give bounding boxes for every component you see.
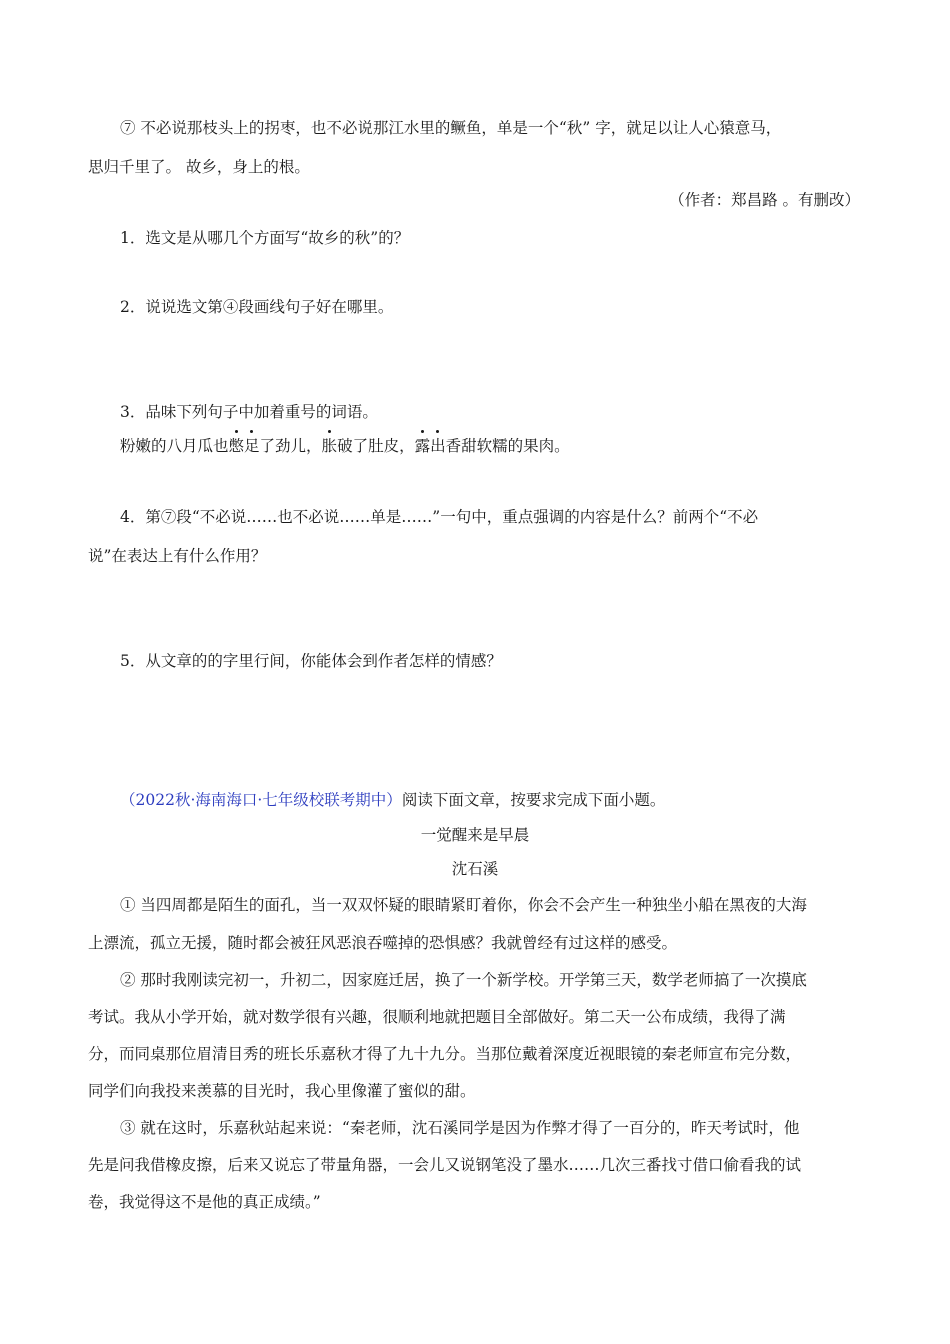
paragraph-line: ③ 就在这时，乐嘉秋站起来说：“秦老师，沈石溪同学是因为作弊才得了一百分的，昨天考试时，他 — [120, 1119, 800, 1137]
sentence-text: 破了肚皮， — [337, 437, 415, 455]
paragraph-line: ⑦ 不必说那枝头上的拐枣，也不必说那江水里的鳜鱼，单是一个“秋” 字，就足以让人心猿意马， — [120, 119, 782, 137]
question-3: 3．品味下列句子中加着重号的词语。 — [120, 403, 378, 421]
source-tag: （2022秋·海南海口·七年级校联考期中） — [120, 791, 402, 809]
question-2: 2．说说选文第④段画线句子好在哪里。 — [120, 298, 394, 316]
paragraph-line: ① 当四周都是陌生的面孔，当一双双怀疑的眼睛紧盯着你，你会不会产生一种独坐小船在黑夜的大海 — [120, 896, 807, 914]
question-1: 1．选文是从哪几个方面写“故乡的秋”的？ — [120, 229, 410, 247]
emphasized-char: 足 — [244, 437, 260, 455]
paragraph-line: ② 那时我刚读完初一，升初二，因家庭迁居，换了一个新学校。开学第三天，数学老师搞了一次摸底 — [120, 971, 807, 989]
emphasized-char: 出 — [430, 437, 446, 455]
paragraph-line: 卷，我觉得这不是他的真正成绩。” — [88, 1193, 321, 1211]
question-3-sentence — [120, 435, 570, 457]
sentence-text: 香甜软糯的果肉。 — [445, 437, 570, 455]
paragraph-line: 同学们向我投来羡慕的目光时，我心里像灌了蜜似的甜。 — [88, 1082, 476, 1100]
instruction: 阅读下面文章，按要求完成下面小题。 — [401, 791, 666, 809]
passage2-header — [120, 789, 665, 811]
paragraph-line: 分，而同桌那位眉清目秀的班长乐嘉秋才得了九十九分。当那位戴着深度近视眼镜的秦老师宣布完分数， — [88, 1045, 802, 1063]
emphasized-char: 胀 — [321, 437, 338, 455]
question-4: 4．第⑦段“不必说……也不必说……单是……”一句中，重点强调的内容是什么？前两个“不必 — [120, 508, 759, 526]
emphasized-char: 露 — [414, 437, 431, 455]
sentence-text: 粉嫩的八月瓜也 — [120, 437, 229, 455]
paragraph-line: 考试。我从小学开始，就对数学很有兴趣，很顺利地就把题目全部做好。第二天一公布成绩，我得了满 — [88, 1008, 786, 1026]
question-5: 5．从文章的的字里行间，你能体会到作者怎样的情感？ — [120, 652, 502, 670]
article-title: 一觉醒来是早晨 — [420, 826, 530, 844]
paragraph-line: 先是问我借橡皮擦，后来又说忘了带量角器，一会儿又说钢笔没了墨水……几次三番找寸借口偷看我的试 — [88, 1156, 802, 1174]
article-author: 沈石溪 — [451, 860, 499, 878]
emphasized-char: 憋 — [228, 437, 245, 455]
paragraph-line: 思归千里了。 故乡，身上的根。 — [88, 158, 310, 176]
paragraph-line: 上漂流，孤立无援，随时都会被狂风恶浪吞噬掉的恐惧感？我就曾经有过这样的感受。 — [88, 934, 678, 952]
sentence-text: 了劲儿， — [259, 437, 322, 455]
question-4-cont: 说”在表达上有什么作用？ — [88, 547, 267, 565]
author-credit: （作者：郑昌路 。有删改） — [669, 191, 860, 209]
